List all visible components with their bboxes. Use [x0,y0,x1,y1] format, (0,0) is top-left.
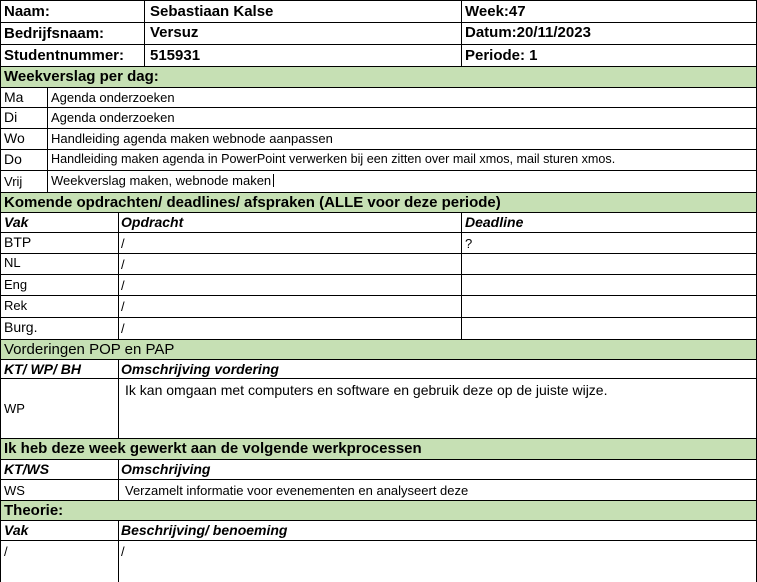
assignment-cell: / [121,321,125,336]
day-label: Wo [4,130,25,146]
col-omschrijving-vordering: Omschrijving vordering [121,361,279,377]
col-kt-ws: KT/WS [4,461,50,477]
company-label: Bedrijfsnaam: [4,25,105,42]
subject-cell: Rek [4,298,28,313]
col-vak-theorie: Vak [4,522,29,538]
day-text: Agenda onderzoeken [51,90,175,105]
workprocess-desc: Verzamelt informatie voor evenementen en analyseert deze [125,483,469,498]
theorie-band [0,500,757,520]
day-label: Di [4,109,18,125]
theory-desc: / [121,544,125,559]
progress-code: WP [4,401,25,416]
assignment-cell: / [121,299,125,314]
day-label: Vrij [4,174,23,189]
werkprocessen-title: Ik heb deze week gewerkt aan de volgende werkprocessen [4,440,422,457]
theorie-title: Theorie: [4,502,64,519]
date-value: Datum:20/11/2023 [465,24,591,41]
workprocess-code: WS [4,483,25,498]
subject-cell: NL [4,255,21,270]
vorderingen-title: Vorderingen POP en PAP [4,341,175,358]
day-text: Agenda onderzoeken [51,110,175,125]
day-text: Handleiding maken agenda in PowerPoint verwerken bij een zitten over mail xmos, mail sturen xmos. [51,152,616,166]
col-beschrijving: Beschrijving/ benoeming [121,522,288,538]
col-omschrijving: Omschrijving [121,461,211,477]
weekverslag-title: Weekverslag per dag: [4,68,159,85]
day-label: Ma [4,89,24,105]
assignment-cell: / [121,236,125,251]
progress-desc: Ik kan omgaan met computers en software en gebruik deze op de juiste wijze. [125,382,608,398]
opdrachten-title: Komende opdrachten/ deadlines/ afspraken (ALLE voor deze periode) [4,194,501,211]
name-label: Naam: [4,3,50,20]
subject-cell: Eng [4,277,28,292]
col-vak: Vak [4,214,29,230]
col-deadline: Deadline [465,214,524,230]
col-kt-wp-bh: KT/ WP/ BH [4,361,81,377]
day-text: Handleiding agenda maken webnode aanpassen [51,131,333,146]
deadline-cell: ? [465,236,473,251]
company-value: Versuz [150,24,199,41]
assignment-cell: / [121,278,125,293]
subject-cell: BTP [4,234,32,250]
assignment-cell: / [121,257,125,272]
studentnr-value: 515931 [150,47,201,64]
period-value: Periode: 1 [465,47,538,64]
day-label: Do [4,151,22,167]
studentnr-label: Studentnummer: [4,47,124,64]
subject-cell: Burg. [4,319,38,335]
name-value: Sebastiaan Kalse [150,3,274,20]
col-opdracht: Opdracht [121,214,184,230]
week-value: Week:47 [465,3,526,20]
day-text: Weekverslag maken, webnode maken [51,174,274,187]
theory-subject: / [4,544,8,559]
